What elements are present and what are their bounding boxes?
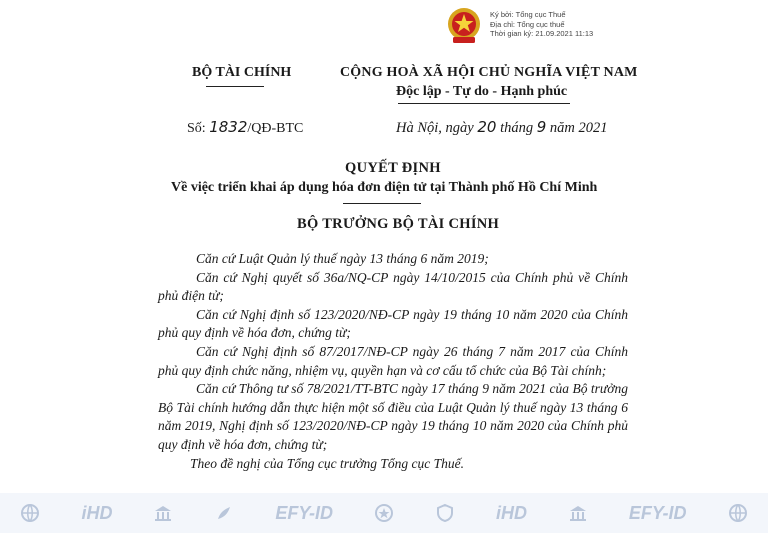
date-prefix: Hà Nội, ngày — [396, 120, 474, 136]
number-value: 1832 — [209, 118, 248, 136]
building-watermark-icon — [153, 503, 173, 523]
ministry-name: BỘ TÀI CHÍNH — [192, 65, 292, 80]
date-day: 20 — [477, 118, 497, 136]
document-date — [396, 118, 608, 137]
globe-watermark-icon-2 — [728, 503, 748, 523]
watermark-efy-id-2: EFY-ID — [628, 502, 687, 523]
national-motto: Độc lập - Tự do - Hạnh phúc — [396, 84, 568, 99]
date-month: 9 — [536, 118, 547, 136]
document-body — [158, 250, 628, 473]
document-type: QUYẾT ĐỊNH — [345, 160, 441, 176]
watermark-strip — [0, 493, 768, 533]
signature-signer: Ký bởi: Tổng cục Thuế — [490, 10, 566, 19]
watermark-ihd: iHD — [81, 502, 113, 523]
national-emblem-icon — [446, 6, 482, 46]
issuer-title: BỘ TRƯỞNG BỘ TÀI CHÍNH — [297, 216, 500, 232]
number-prefix: Số: — [187, 121, 206, 136]
number-suffix: /QĐ-BTC — [247, 121, 304, 136]
ministry-divider — [206, 86, 264, 87]
globe-watermark-icon — [20, 503, 40, 523]
signature-address: Địa chỉ: Tổng cục thuế — [490, 19, 565, 29]
legal-basis-2: Căn cứ Nghị quyết số 36a/NQ-CP ngày 14/10/2015 của Chính phủ về Chính phủ điện tử; — [158, 269, 628, 304]
legal-basis-1: Căn cứ Luật Quản lý thuế ngày 13 tháng 6 năm 2019; — [196, 251, 489, 266]
hand-watermark-icon — [214, 503, 234, 523]
emblem-watermark-icon — [374, 503, 394, 523]
building-watermark-icon-2 — [568, 503, 588, 523]
proposal-line: Theo đề nghị của Tổng cục trưởng Tổng cục Thuế. — [190, 455, 465, 471]
subject-divider — [343, 203, 421, 204]
republic-name: CỘNG HOÀ XÃ HỘI CHỦ NGHĨA VIỆT NAM — [340, 65, 638, 80]
digital-signature — [490, 10, 593, 39]
legal-basis-4: Căn cứ Nghị định số 87/2017/NĐ-CP ngày 26 tháng 7 năm 2017 của Chính phủ quy định chức năng, nhiệm vụ, quyền hạn và cơ cấu tổ chức của Bộ Tài chính; — [158, 343, 628, 378]
document-number — [187, 118, 303, 137]
document-subject: Về việc triển khai áp dụng hóa đơn điện tử tại Thành phố Hồ Chí Minh — [171, 180, 598, 195]
legal-basis-3: Căn cứ Nghị định số 123/2020/NĐ-CP ngày 19 tháng 10 năm 2020 của Chính phủ quy định về hóa đơn, chứng từ; — [158, 306, 628, 341]
signature-time: Thời gian ký: 21.09.2021 11:13 — [490, 29, 594, 38]
shield-watermark-icon — [435, 503, 455, 523]
legal-basis-5: Căn cứ Thông tư số 78/2021/TT-BTC ngày 17 tháng 9 năm 2021 của Bộ trưởng Bộ Tài chính hướng dẫn thực hiện một số điều của Luật Quản lý thuế ngày 13 tháng 6 năm 2019, Nghị định số 123/2020/NĐ-CP ngày 19 tháng 10 năm 2020 của Chính phủ quy định về hóa đơn, chứng từ; — [158, 381, 628, 452]
watermark-efy-id: EFY-ID — [275, 502, 334, 523]
motto-divider — [398, 103, 570, 104]
watermark-ihd-2: iHD — [495, 502, 527, 523]
date-year: năm 2021 — [549, 120, 608, 136]
date-month-label: tháng — [500, 120, 534, 136]
